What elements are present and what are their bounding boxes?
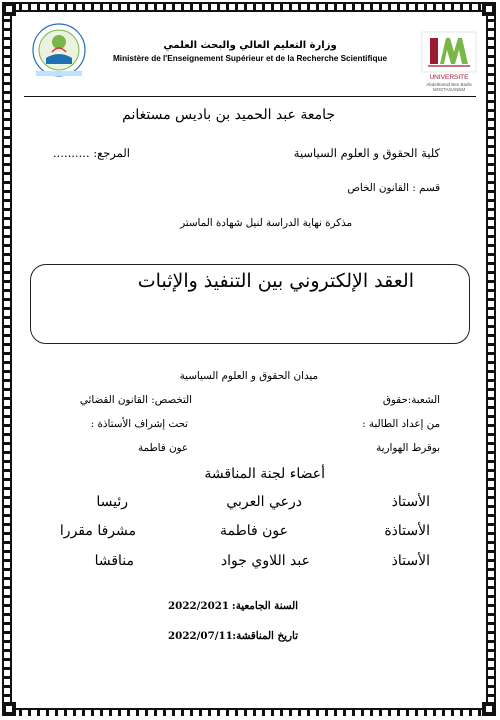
committee-member-role: مناقشا — [94, 553, 134, 569]
committee-member-name: عبد اللاوي جواد — [220, 553, 310, 569]
ministry-logo-icon — [28, 22, 90, 78]
committee-member-title: الأستاذة — [384, 523, 430, 539]
defense-date-value: 2022/07/11 — [168, 630, 233, 642]
frame-corner — [2, 2, 16, 16]
supervisor-label: تحت إشراف الأستاذة : — [90, 418, 188, 430]
student-name: بوقرط الهوارية — [376, 442, 440, 454]
frame-corner — [482, 2, 496, 16]
university-subtitle: Abdelhamid Ben Badis MOSTAGANEM — [426, 82, 472, 92]
committee-member-role: رئيسا — [96, 494, 128, 510]
university-name: جامعة عبد الحميد بن باديس مستغانم — [122, 107, 335, 123]
frame-corner — [482, 702, 496, 716]
department-name: قسم : القانون الخاص — [347, 182, 440, 194]
prepared-by-label: من إعداد الطالبة : — [362, 418, 440, 430]
committee-member-title: الأستاذ — [391, 553, 430, 569]
committee-member-name: درعي العربي — [226, 494, 302, 510]
specialty-label: التخصص: القانون القضائي — [79, 394, 192, 406]
thesis-title: العقد الإلكتروني بين التنفيذ والإثبات — [137, 270, 414, 292]
committee-title: أعضاء لجنة المناقشة — [204, 466, 325, 482]
memo-type: مذكرة نهاية الدراسة لنيل شهادة الماستر — [180, 217, 352, 229]
committee-member-name: عون فاطمة — [219, 523, 288, 539]
frame-stripe-right — [488, 10, 494, 710]
defense-date-label: تاريخ المناقشة: — [232, 630, 298, 642]
reference-label: المرجع: .......... — [52, 146, 130, 160]
university-label: UNIVERSITE — [429, 74, 469, 81]
committee-member-title: الأستاذ — [391, 494, 430, 510]
ministry-arabic: وزارة التعليم العالي والبحث العلمي — [163, 40, 337, 51]
frame-stripe-bottom — [10, 710, 488, 716]
academic-year-label: السنة الجامعية: — [231, 600, 298, 612]
frame-corner — [2, 702, 16, 716]
academic-year-value: 2022/2021 — [168, 600, 230, 612]
supervisor-name: عون فاطمة — [137, 442, 188, 454]
field-label: ميدان الحقوق و العلوم السياسية — [179, 370, 318, 382]
header-divider — [24, 96, 476, 97]
committee-member-role: مشرفا مقررا — [59, 523, 136, 539]
faculty-name: كلية الحقوق و العلوم السياسية — [293, 146, 440, 160]
branch-label: الشعبة:حقوق — [382, 394, 440, 406]
ministry-french: Ministère de l'Enseignement Supérieur et de la Recherche Scientifique — [112, 54, 388, 63]
